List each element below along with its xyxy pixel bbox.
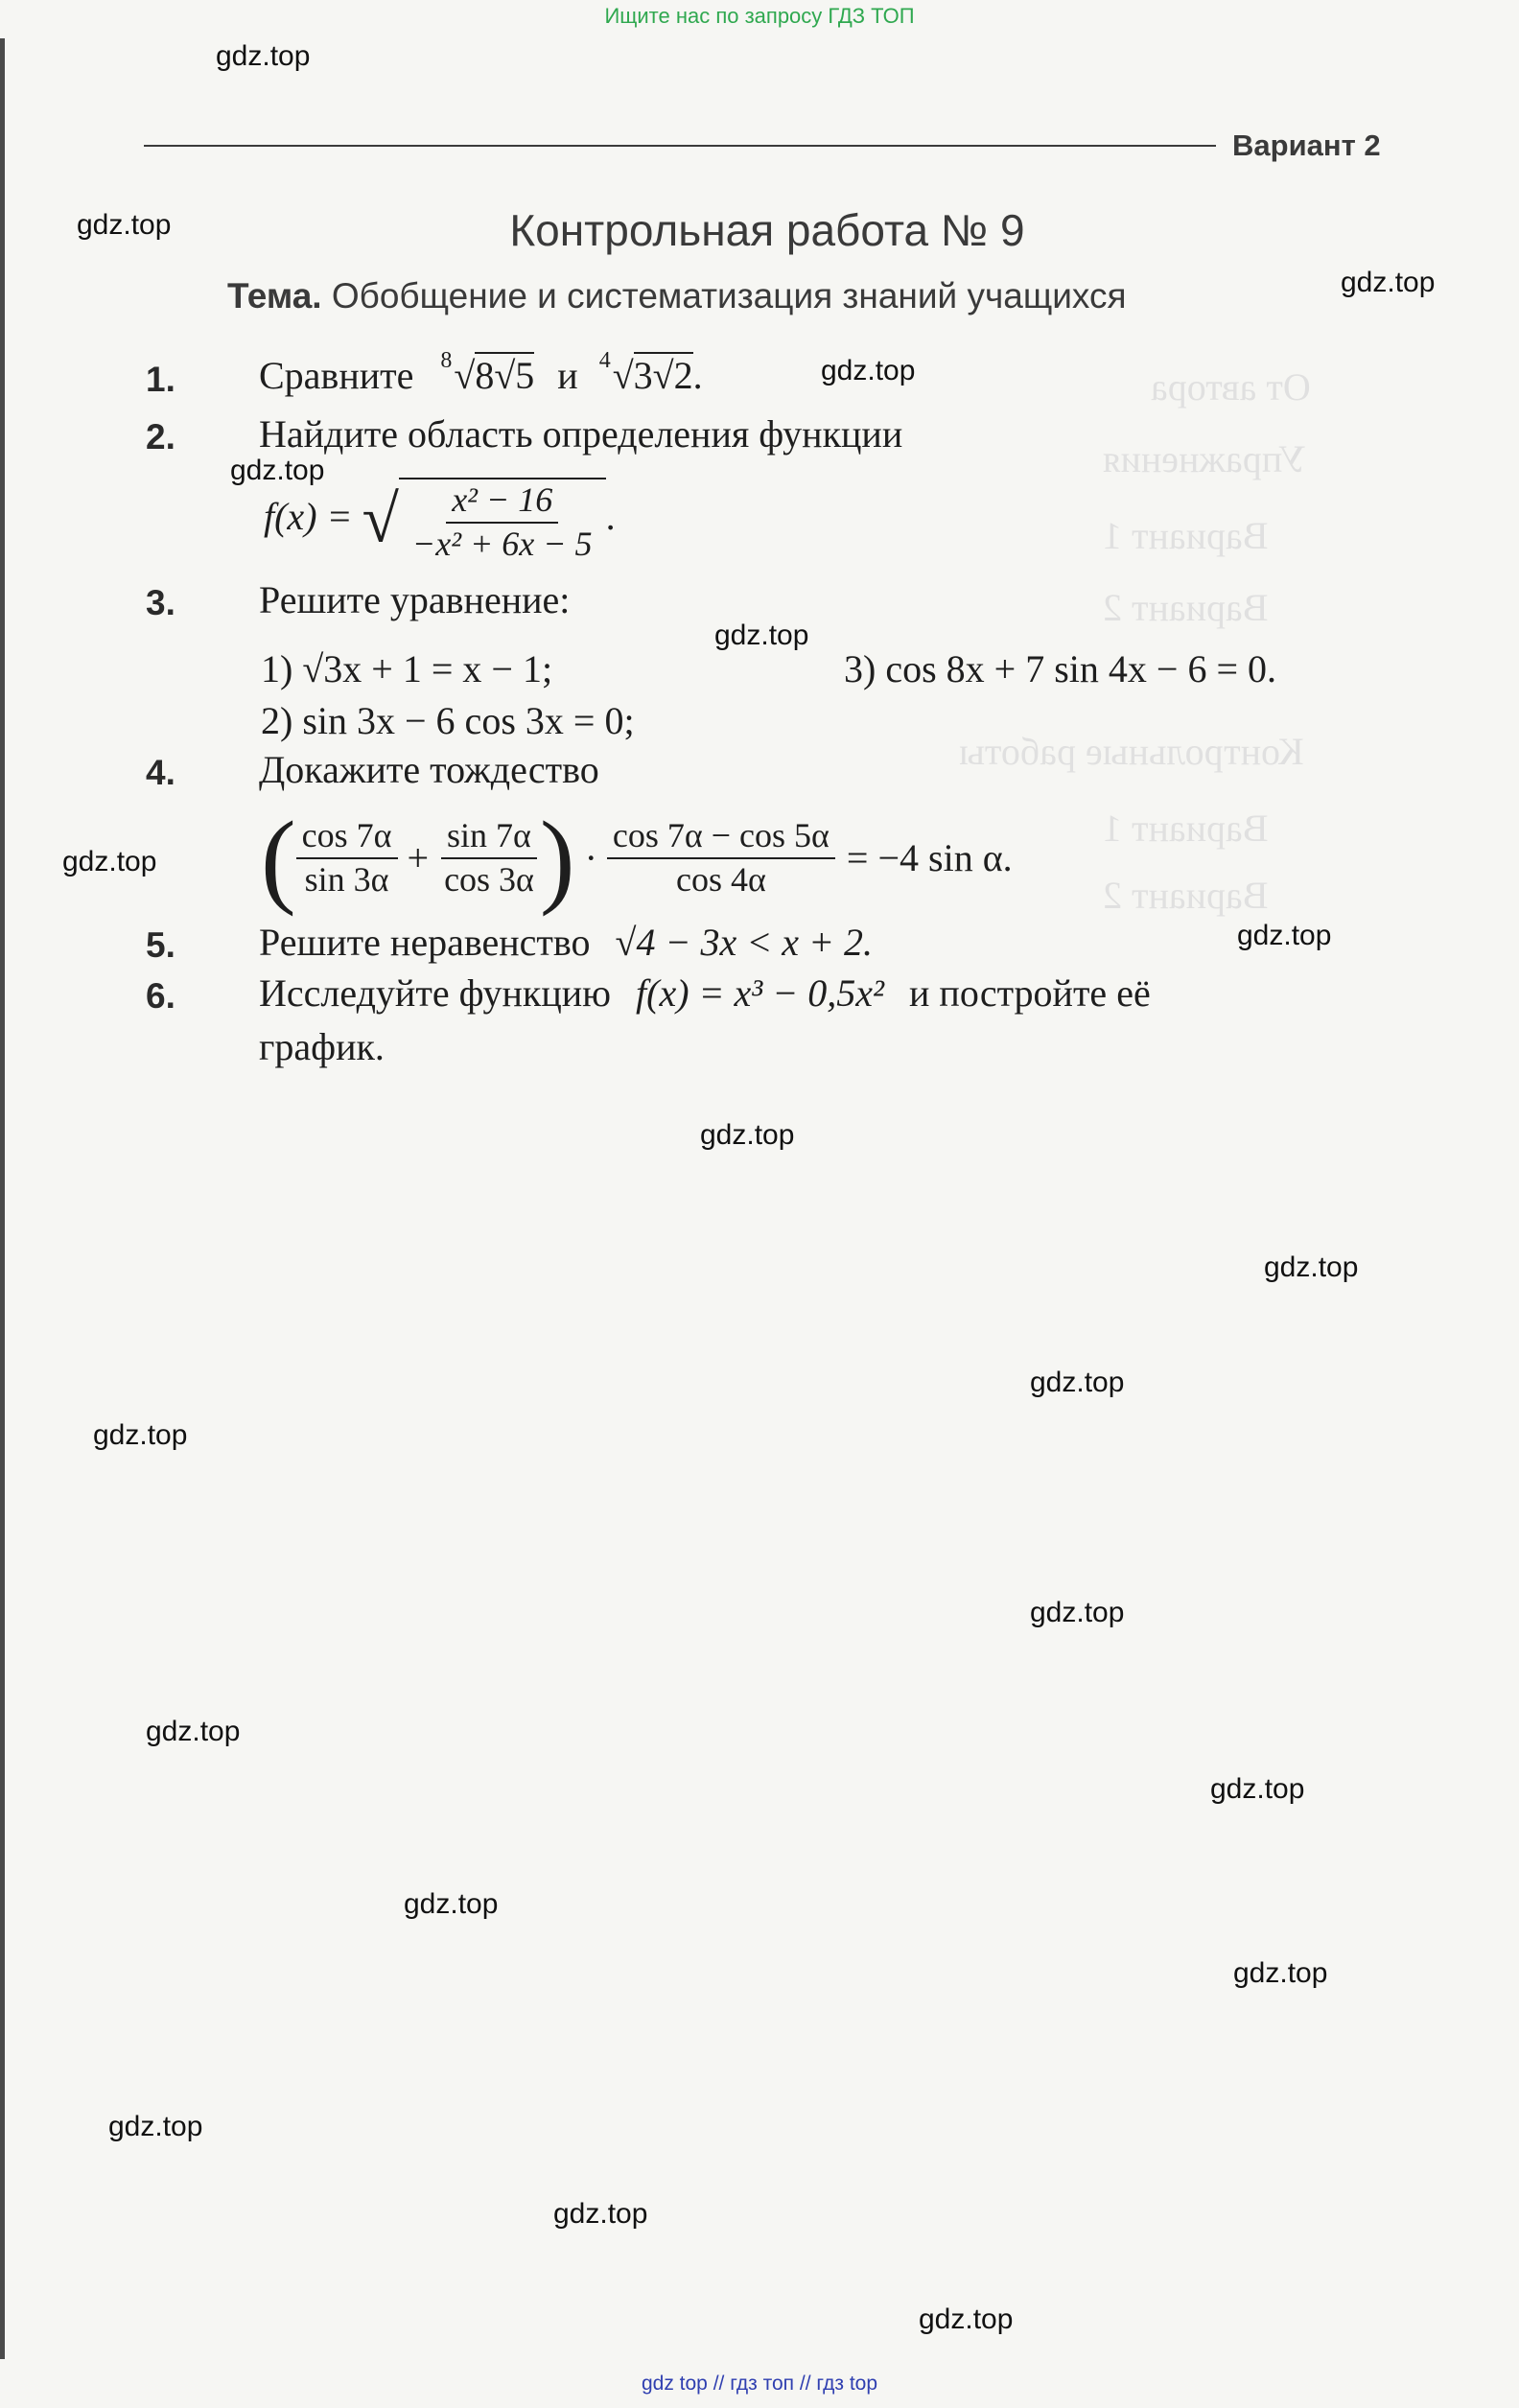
formula-lhs: f(x) = (264, 494, 353, 538)
task-expression: f(x) = x³ − 0,5x² (636, 971, 885, 1015)
subtitle-text: Обобщение и систематизация знаний учащихся (331, 276, 1127, 316)
task-text: Исследуйте функцию (259, 971, 612, 1015)
rhs: = −4 sin α. (846, 836, 1013, 879)
task-2: Найдите область определения функции (259, 412, 903, 456)
task-text: Решите неравенство (259, 921, 591, 964)
subtitle-label: Тема. (227, 276, 322, 316)
watermark: gdz.top (230, 455, 325, 486)
bleed-line: Вариант 1 (1103, 807, 1269, 850)
left-paren: ( (261, 800, 296, 917)
task-3-item-3: 3) cos 8x + 7 sin 4x − 6 = 0. (844, 647, 1276, 690)
watermark: gdz.top (404, 1888, 499, 1920)
top-banner[interactable]: Ищите нас по запросу ГДЗ ТОП (604, 4, 915, 28)
radical: 8 √8√5 (440, 348, 535, 397)
task-number: 5. (146, 925, 175, 965)
plus-sign: + (407, 836, 430, 879)
watermark: gdz.top (1030, 1367, 1125, 1398)
joiner: и (557, 354, 578, 397)
watermark: gdz.top (216, 40, 311, 72)
task-4: Докажите тождество (259, 748, 599, 791)
watermark: gdz.top (821, 355, 916, 386)
task-number: 2. (146, 417, 175, 456)
denominator: cos 3α (444, 860, 534, 899)
fraction (438, 817, 540, 899)
radical-index: 4 (598, 348, 611, 373)
header-rule (144, 145, 1216, 147)
fraction (607, 817, 835, 899)
task-number: 4. (146, 753, 175, 792)
watermark: gdz.top (108, 2111, 203, 2142)
watermark: gdz.top (1341, 267, 1436, 298)
radical-body: 3√2 (633, 354, 693, 397)
task-4-identity (261, 800, 1013, 917)
watermark: gdz.top (919, 2303, 1014, 2335)
task-6-line-2: график. (259, 1025, 385, 1068)
watermark: gdz.top (93, 1419, 188, 1451)
bleed-line: Вариант 2 (1103, 874, 1269, 917)
watermark: gdz.top (146, 1716, 241, 1747)
watermark: gdz.top (62, 846, 157, 877)
task-number: 3. (146, 583, 175, 622)
bleed-line: От автора (1151, 365, 1311, 409)
variant-label: Вариант 2 (1232, 129, 1381, 162)
watermark: gdz.top (714, 620, 809, 651)
watermark: gdz.top (1030, 1597, 1125, 1628)
subtitle (227, 276, 1127, 316)
dot-sign: · (584, 836, 597, 879)
task-number: 1. (146, 360, 175, 399)
bleed-line: Вариант 1 (1103, 514, 1269, 557)
radical: 4 √3√2 (598, 348, 693, 397)
task-number: 6. (146, 976, 175, 1016)
task-5 (259, 923, 873, 962)
radical-body: 8√5 (475, 354, 535, 397)
task-3-item-1: 1) √3x + 1 = x − 1; (261, 647, 553, 690)
watermark: gdz.top (700, 1119, 795, 1151)
page-edge (0, 38, 5, 2359)
denominator: −x² + 6x − 5 (411, 524, 593, 563)
bleed-line: Упражнения (1103, 437, 1306, 480)
numerator: sin 7α (441, 817, 537, 859)
numerator: cos 7α − cos 5α (607, 817, 835, 859)
watermark: gdz.top (1237, 920, 1332, 951)
watermark: gdz.top (1264, 1251, 1359, 1283)
watermark: gdz.top (553, 2198, 648, 2230)
denominator: cos 4α (675, 860, 766, 899)
watermark: gdz.top (77, 209, 172, 241)
task-3-item-2: 2) sin 3x − 6 cos 3x = 0; (261, 699, 635, 742)
task-6 (259, 971, 1151, 1015)
bleed-line: Контрольные работы (959, 730, 1304, 773)
right-paren: ) (539, 800, 575, 917)
fraction (296, 817, 398, 899)
task-3: Решите уравнение: (259, 578, 571, 621)
task-tail: и постройте её (909, 971, 1151, 1015)
task-2-formula: f(x) = √ $\frac{\text{x² − 16}}{\text{−x² + 6x − 5}}$ . (264, 478, 616, 563)
page-title: Контрольная работа № 9 (509, 205, 1025, 255)
watermark: gdz.top (1233, 1957, 1328, 1989)
bleed-line: Вариант 2 (1103, 586, 1269, 629)
bottom-banner[interactable]: gdz top // гдз топ // гдз top (641, 2373, 878, 2395)
task-1: Сравните 8 √8√5 и 4 √3√2. (259, 348, 703, 397)
watermark: gdz.top (1210, 1773, 1305, 1805)
task-text: Сравните (259, 354, 414, 397)
numerator: cos 7α (296, 817, 398, 859)
numerator: x² − 16 (446, 481, 558, 524)
radical-index: 8 (440, 348, 453, 373)
denominator: sin 3α (304, 860, 389, 899)
task-expression: √4 − 3x < x + 2. (615, 921, 873, 964)
fraction (399, 478, 606, 563)
